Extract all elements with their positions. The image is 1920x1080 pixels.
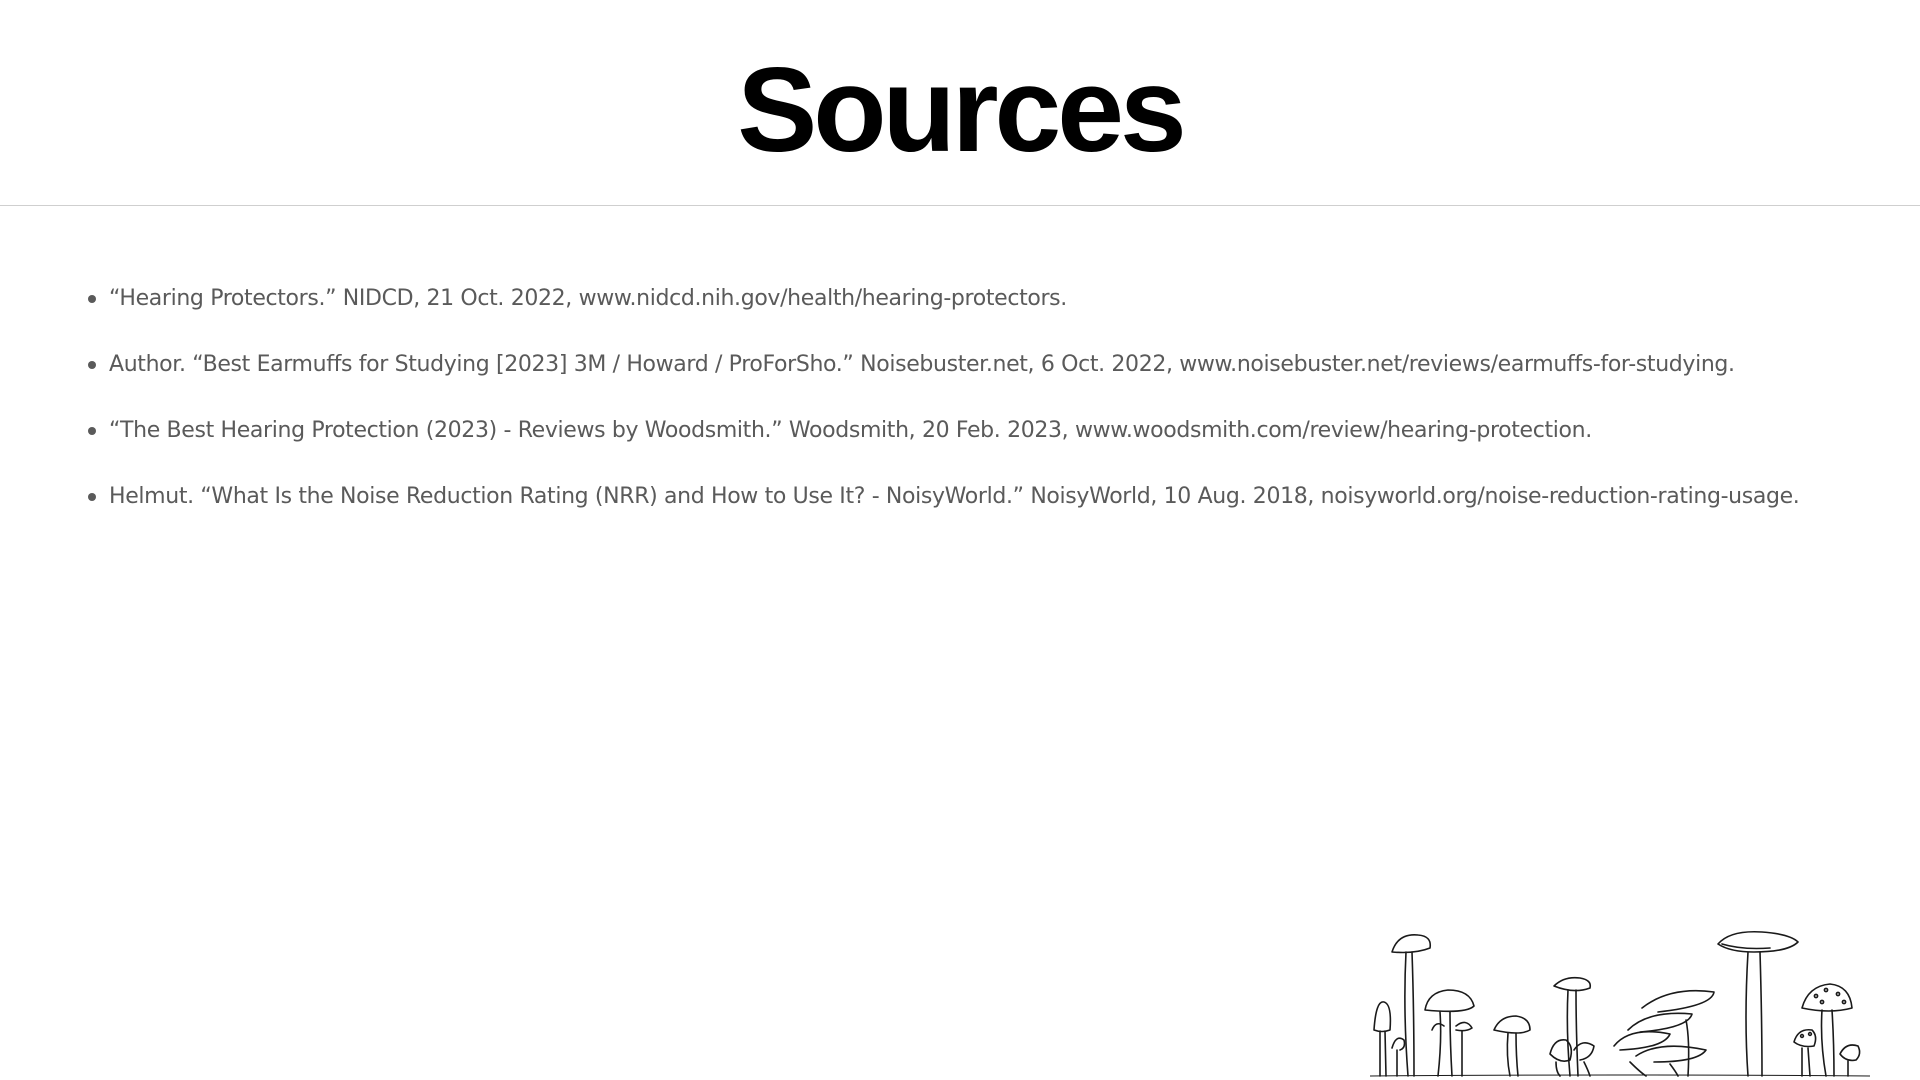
source-citation: “Hearing Protectors.” NIDCD, 21 Oct. 2022, www.nidcd.nih.gov/health/hearing-protectors. [109,286,1067,311]
source-citation: Author. “Best Earmuffs for Studying [2023] 3M / Howard / ProForSho.” Noisebuster.net, 6 Oct. 2022, www.noisebuster.net/reviews/earmuffs-for-studying. [109,352,1735,377]
list-item [88,398,1888,464]
bullet-icon [88,361,96,369]
mushroom-3-icon [1494,1016,1530,1076]
bullet-icon [88,493,96,501]
mushroom-2-icon [1425,990,1474,1076]
mushroom-1-icon [1374,935,1430,1076]
bullet-icon [88,427,96,435]
list-item [88,464,1888,530]
list-item [88,266,1888,332]
source-citation: Helmut. “What Is the Noise Reduction Rating (NRR) and How to Use It? - NoisyWorld.” NoisyWorld, 10 Aug. 2018, noisyworld.org/noise-reduction-rating-usage. [109,484,1800,509]
mushroom-illustration-icon [1370,930,1870,1080]
mushroom-6-icon [1718,932,1798,1076]
mushroom-5-icon [1614,991,1714,1076]
source-citation: “The Best Hearing Protection (2023) - Reviews by Woodsmith.” Woodsmith, 20 Feb. 2023, www.woodsmith.com/review/hearing-protection. [109,418,1592,443]
mushroom-4-icon [1550,978,1594,1076]
list-item [88,332,1888,398]
page-title: Sources [737,43,1183,177]
sources-list [88,266,1888,530]
bullet-icon [88,295,96,303]
mushroom-7-icon [1794,984,1860,1076]
title-divider [0,205,1920,206]
